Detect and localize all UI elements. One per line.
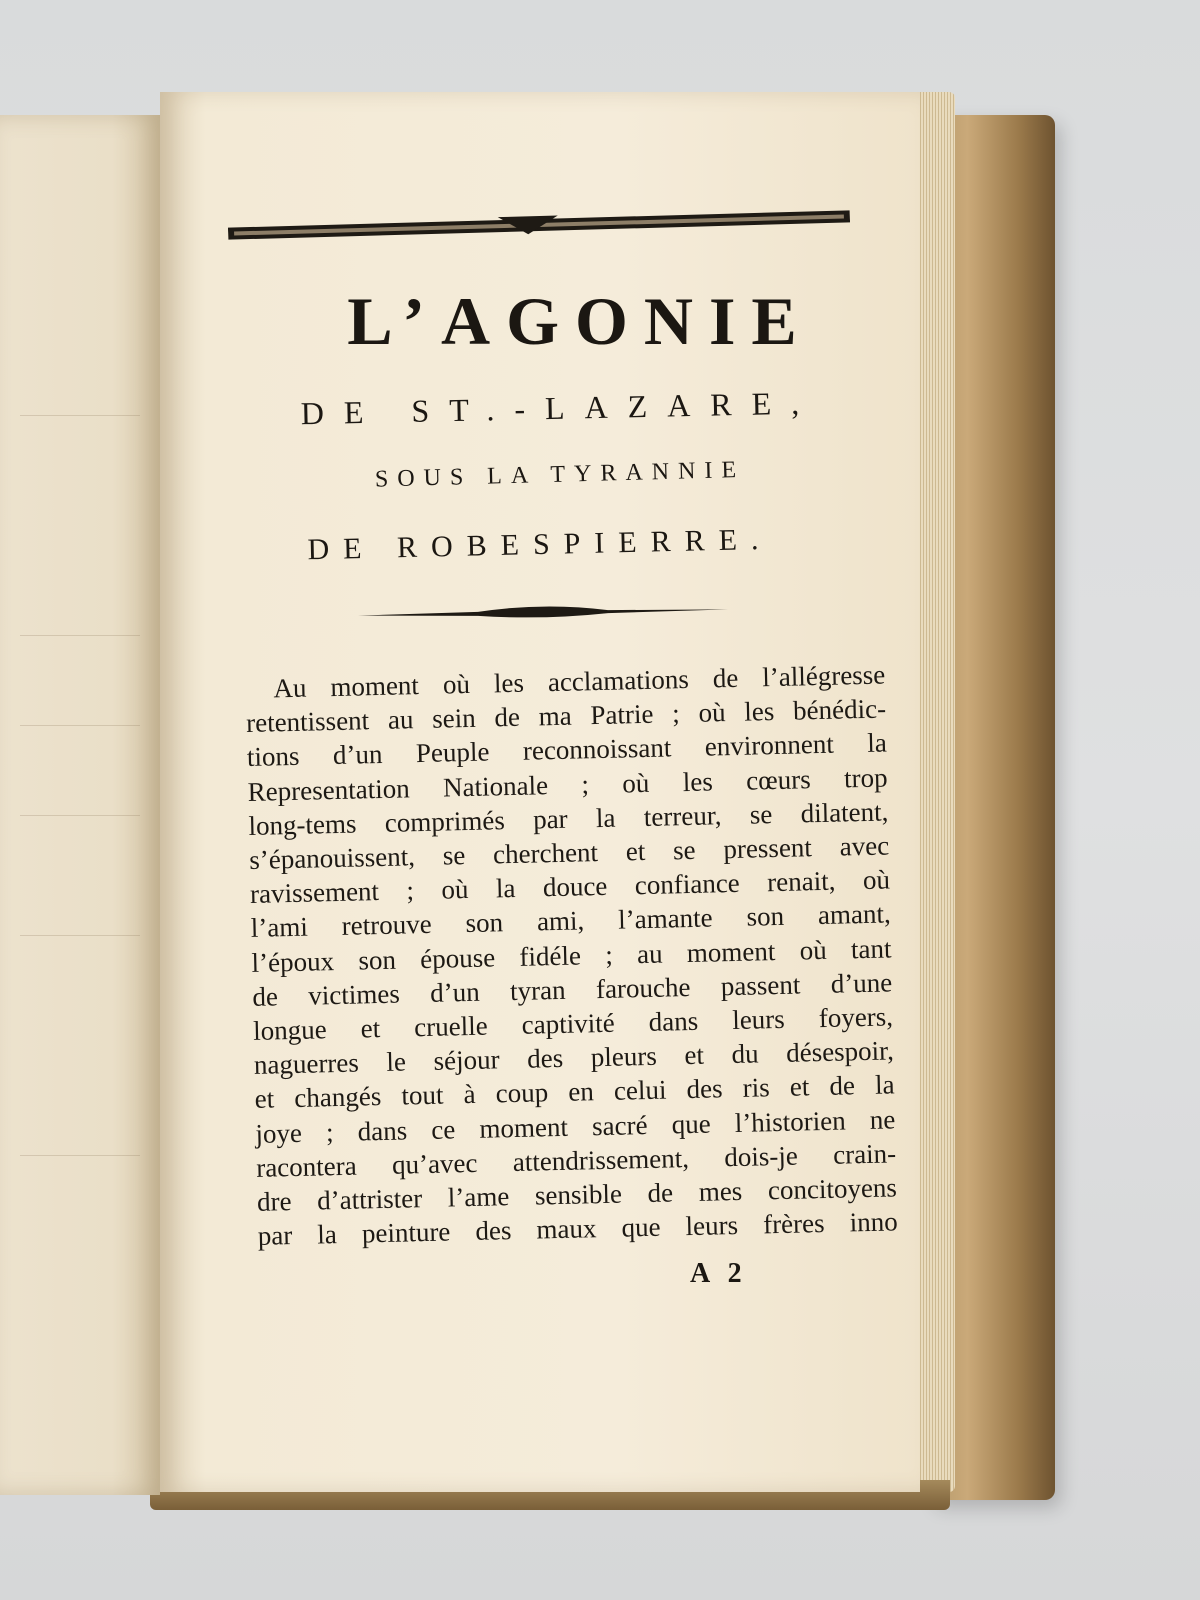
left-page [0, 115, 160, 1495]
body-line: retentissent au sein de ma Patrie ; où les bénédic- [245, 693, 887, 739]
title-line-4: DE ROBESPIERRE. [307, 522, 773, 567]
body-line: l’époux son épouse fidéle ; au moment où tant [251, 933, 892, 978]
body-line: tions d’un Peuple reconnoissant environnent la [246, 727, 888, 773]
body-line: joye ; dans ce moment sacré que l’historien ne [255, 1104, 896, 1149]
body-line: ravissement ; où la douce confiance renait, où [249, 864, 891, 910]
body-text [245, 657, 898, 1253]
body-line: dre d’attrister l’ame sensible de mes concitoyens [256, 1172, 898, 1217]
body-line: longue et cruelle captivité dans leurs foyers, [252, 1001, 894, 1046]
body-line: l’ami retrouve son ami, l’amante son amant, [250, 898, 891, 944]
body-line: long-tems comprimés par la terreur, se dilatent, [248, 796, 889, 841]
title-line-2: DE ST.-LAZARE, [300, 384, 820, 432]
body-line: par la peinture des maux que leurs frères inno [257, 1206, 898, 1252]
body-line: Representation Nationale ; où les cœurs trop [247, 762, 888, 807]
body-line: et changés tout à coup en celui des ris et de la [254, 1069, 895, 1115]
title-line-3: SOUS LA TYRANNIE [374, 456, 746, 493]
signature-mark: A 2 [690, 1258, 748, 1289]
body-line: Au moment où les acclamations de l’allégresse [273, 659, 886, 704]
body-line: de victimes d’un tyran farouche passent d’une [252, 967, 893, 1012]
title-line-1: L’AGONIE [347, 283, 813, 359]
body-line: racontera qu’avec attendrissement, dois-je crain- [255, 1138, 897, 1183]
body-line: naguerres le séjour des pleurs et du désespoir, [253, 1035, 895, 1081]
body-line: s’épanouissent, se cherchent et se pressent avec [248, 830, 890, 875]
